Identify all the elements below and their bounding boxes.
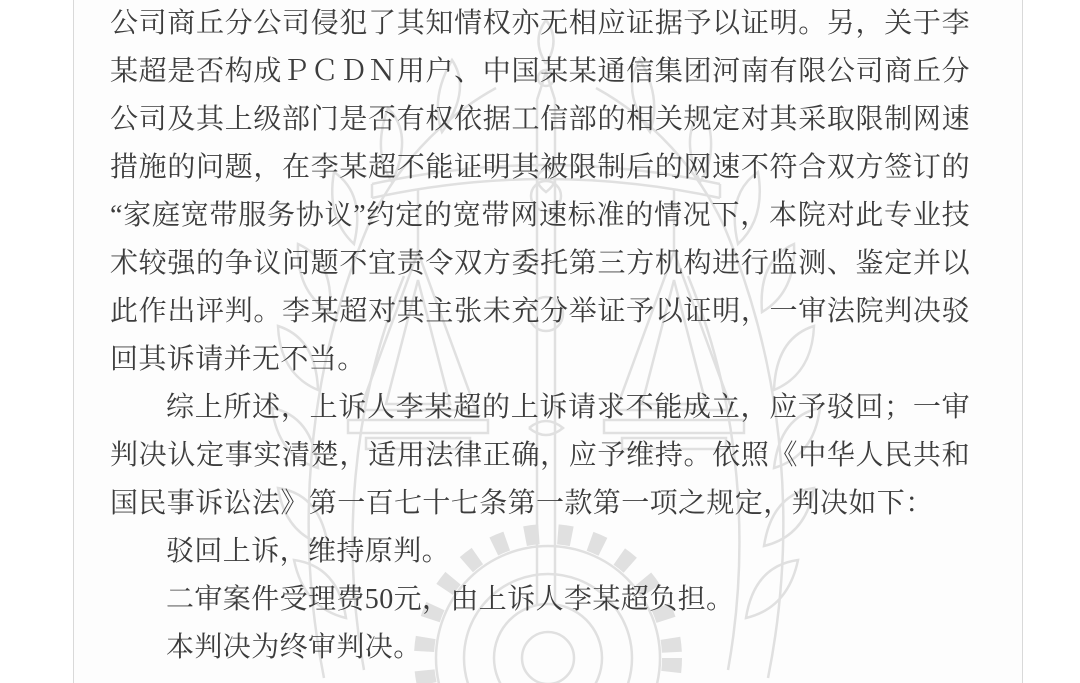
judgment-page <box>73 0 1023 683</box>
judgment-text <box>110 0 970 672</box>
judgment-paragraph-conclusion: 综上所述，上诉人李某超的上诉请求不能成立，应予驳回；一审判决认定事实清楚，适用法律正确，应予维持。依照《中华人民共和国民事诉讼法》第一百七十七条第一款第一项之规定，判决如下： <box>110 392 970 519</box>
judgment-paragraph-continuation: 公司商丘分公司侵犯了其知情权亦无相应证据予以证明。另，关于李某超是否构成ＰＣＤＮ用户、中国某某通信集团河南有限公司商丘分公司及其上级部门是否有权依据工信部的相关规定对其采取限制网速措施的问题，在李某超不能证明其被限制后的网速不符合双方签订的“家庭宽带服务协议”约定的宽带网速标准的情况下，本院对此专业技术较强的争议问题不宜责令双方委托第三方机构进行监测、鉴定并以此作出评判。李某超对其主张未充分举证予以证明，一审法院判决驳回其诉请并无不当。 <box>110 8 970 375</box>
judgment-paragraph-final: 本判决为终审判决。 <box>166 632 422 663</box>
judgment-paragraph-fees: 二审案件受理费50元，由上诉人李某超负担。 <box>166 584 735 615</box>
judgment-paragraph-ruling: 驳回上诉，维持原判。 <box>166 536 451 567</box>
